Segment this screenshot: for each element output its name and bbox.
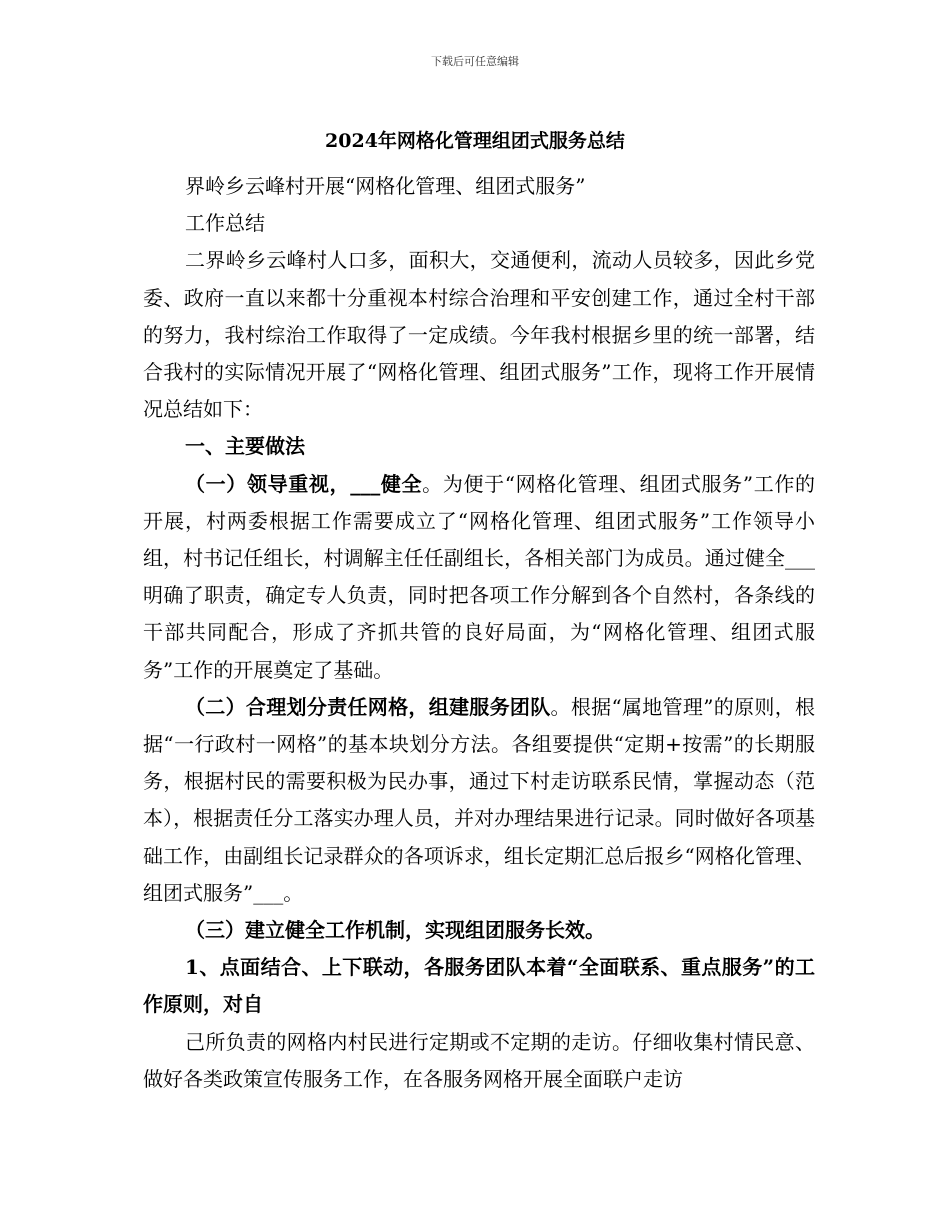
section-4-heading: 1、点面结合、上下联动，各服务团队本着“全面联系、重点服务”的工作原则，对自	[143, 955, 815, 1017]
section-2-text: 。根据“属地管理”的原则，根据“一行政村一网格”的基本块划分方法。各组要提供“定期+按需”的长期服务，根据村民的需要积极为民办事，通过下村走访联系民情，掌握动态（范本），根据责任分工落实办理人员，并对办理结果进行记录。同时做好各项基础工作，由副组长记录群众的各项诉求，组长定期汇总后报乡“网格化管理、组团式服务”___。	[143, 694, 815, 905]
paragraph-subtitle-1: 界岭乡云峰村开展“网格化管理、组团式服务”	[185, 174, 586, 198]
section-2-heading: （二）合理划分责任网格，组建服务团队	[185, 694, 551, 719]
section-heading: 一、主要做法	[185, 434, 305, 459]
page-header: 下载后可任意编辑	[431, 55, 519, 68]
paragraph-intro: 二界岭乡云峰村人口多，面积大，交通便利，流动人员较多，因此乡党委、政府一直以来都十分重视本村综合治理和平安创建工作，通过全村干部的努力，我村综治工作取得了一定成绩。今年我村根据乡里的统一部署，结合我村的实际情况开展了“网格化管理、组团式服务”工作，现将工作开展情况总结如下：	[143, 248, 815, 422]
section-1-heading: （一）领导重视，___健全	[185, 471, 423, 496]
paragraph-subtitle-2: 工作总结	[185, 211, 265, 236]
section-1-text: 。为便于“网格化管理、组团式服务”工作的开展，村两委根据工作需要成立了“网格化管理、组团式服务”工作领导小组，村书记任组长，村调解主任任副组长，各相关部门为成员。通过健全___明确了职责，确定专人负责，同时把各项工作分解到各个自然村，各条线的干部共同配合，形成了齐抓共管的良好局面，为“网格化管理、组团式服务”工作的开展奠定了基础。	[143, 471, 816, 682]
document-body	[143, 168, 815, 1098]
paragraph-section-1	[143, 466, 815, 689]
document-title: 2024年网格化管理组团式服务总结	[325, 130, 625, 152]
paragraph-last: 己所负责的网格内村民进行定期或不定期的走访。仔细收集村情民意、做好各类政策宣传服务工作，在各服务网格开展全面联户走访	[143, 1029, 815, 1091]
section-3-heading: （三）建立健全工作机制，实现组团服务长效。	[185, 918, 605, 943]
paragraph-section-2	[143, 689, 815, 912]
